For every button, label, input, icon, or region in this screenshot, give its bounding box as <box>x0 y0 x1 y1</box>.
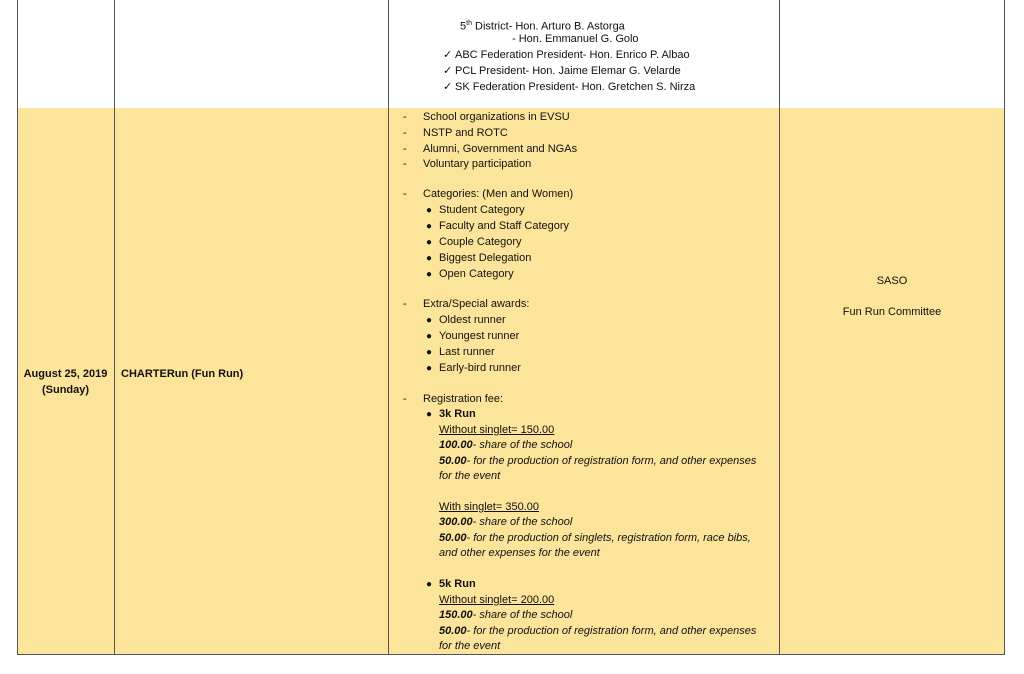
event-day: (Sunday) <box>41 384 90 396</box>
category-item: ● Student Category <box>426 203 525 219</box>
run-3k-title: ● 3k Run <box>426 407 476 423</box>
table-row-fun-run <box>17 108 1005 655</box>
table-row-officials <box>17 0 1005 109</box>
official-item: ✓ ABC Federation President- Hon. Enrico P. Albao <box>443 48 690 64</box>
award-item: ● Oldest runner <box>426 313 506 329</box>
bullet-icon: ● <box>426 269 433 280</box>
run-3k-without-label: Without singlet= 150.00 <box>439 424 555 436</box>
run-3k-with-other-cont: and other expenses for the event <box>439 547 600 559</box>
category-item: ● Open Category <box>426 267 514 283</box>
run-3k-without-other: 50.00- for the production of registration form, and other expenses <box>439 455 757 467</box>
bullet-icon: ● <box>426 579 433 590</box>
bullet-icon: ● <box>426 363 433 374</box>
participant-item: - NSTP and ROTC <box>403 127 508 139</box>
fee-heading: - Registration fee: <box>403 393 504 405</box>
bullet-icon: ● <box>426 237 433 248</box>
run-5k-without-other-cont: for the event <box>439 640 501 652</box>
award-item: ● Last runner <box>426 345 495 361</box>
bullet-icon: ● <box>426 221 433 232</box>
activity-title: CHARTERun (Fun Run) <box>121 368 244 380</box>
bullet-icon: ● <box>426 315 433 326</box>
run-5k-without-other: 50.00- for the production of registration form, and other expenses <box>439 625 757 637</box>
participant-item: - School organizations in EVSU <box>403 111 570 123</box>
column-divider <box>388 0 389 655</box>
schedule-table <box>17 0 1005 655</box>
awards-heading: - Extra/Special awards: <box>403 298 530 310</box>
column-divider <box>1004 0 1005 655</box>
participant-item: - Alumni, Government and NGAs <box>403 143 578 155</box>
category-item: ● Faculty and Staff Category <box>426 219 569 235</box>
run-5k-without-share: 150.00- share of the school <box>439 609 573 621</box>
run-3k-without-share: 100.00- share of the school <box>439 439 573 451</box>
bullet-icon: ● <box>426 253 433 264</box>
category-item: ● Biggest Delegation <box>426 251 531 267</box>
categories-heading: - Categories: (Men and Women) <box>403 188 574 200</box>
column-divider <box>779 0 780 655</box>
bullet-icon: ● <box>426 205 433 216</box>
column-divider <box>17 0 18 655</box>
run-3k-without-other-cont: for the event <box>439 470 501 482</box>
bullet-icon: ● <box>426 331 433 342</box>
official-item: ✓ SK Federation President- Hon. Gretchen S. Nirza <box>443 80 695 96</box>
run-3k-with-share: 300.00- share of the school <box>439 516 573 528</box>
check-icon: ✓ <box>443 65 453 77</box>
run-3k-with-label: With singlet= 350.00 <box>439 501 539 513</box>
event-date: August 25, 2019 <box>23 368 108 380</box>
district-line: 5th District- Hon. Arturo B. Astorga <box>460 20 625 33</box>
bullet-icon: ● <box>426 409 433 420</box>
district-second-line: - Hon. Emmanuel G. Golo <box>512 33 639 45</box>
award-item: ● Early-bird runner <box>426 361 521 377</box>
check-icon: ✓ <box>443 49 453 61</box>
award-item: ● Youngest runner <box>426 329 519 345</box>
responsible-committee: Fun Run Committee <box>842 306 942 318</box>
bullet-icon: ● <box>426 347 433 358</box>
run-5k-without-label: Without singlet= 200.00 <box>439 594 555 606</box>
run-3k-with-other: 50.00- for the production of singlets, registration form, race bibs, <box>439 532 751 544</box>
run-5k-title: ● 5k Run <box>426 577 476 593</box>
category-item: ● Couple Category <box>426 235 522 251</box>
official-item: ✓ PCL President- Hon. Jaime Elemar G. Velarde <box>443 64 681 80</box>
participant-item: - Voluntary participation <box>403 158 532 170</box>
check-icon: ✓ <box>443 81 453 93</box>
column-divider <box>114 0 115 655</box>
responsible-office: SASO <box>876 275 908 287</box>
